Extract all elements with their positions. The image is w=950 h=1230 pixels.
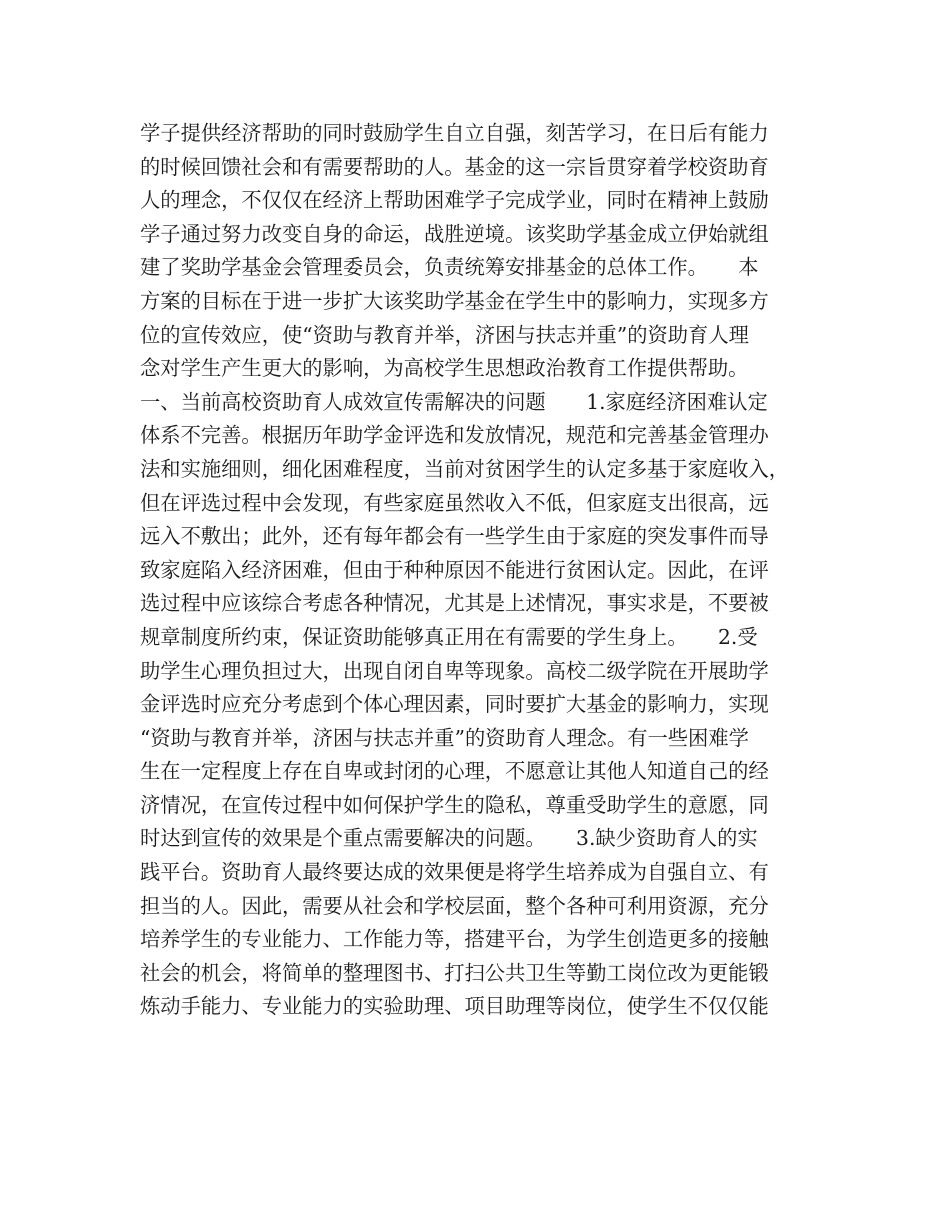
text-line-10: 体系不完善。根据历年助学金评选和发放情况，规范和完善基金管理办: [140, 423, 769, 448]
text-line-25: 培养学生的专业能力、工作能力等，搭建平台，为学生创造更多的接触: [140, 927, 769, 952]
text-line-8: 念对学生产生更大的影响，为高校学生思想政治教育工作提供帮助。: [140, 356, 749, 381]
text-line-2: 的时候回馈社会和有需要帮助的人。基金的这一宗旨贯穿着学校资助育: [140, 154, 769, 179]
text-line-4: 学子通过努力改变自身的命运，战胜逆境。该奖助学基金成立伊始就组: [140, 221, 769, 246]
text-line-11: 法和实施细则，细化困难程度，当前对贫困学生的认定多基于家庭收入，: [140, 456, 790, 481]
text-line-23: 践平台。资助育人最终要达成的效果便是将学生培养成为自强自立、有: [140, 860, 769, 885]
text-line-6: 方案的目标在于进一步扩大该奖助学基金在学生中的影响力，实现多方: [140, 288, 769, 313]
document-body: [140, 117, 816, 1024]
text-line-27: 炼动手能力、专业能力的实验助理、项目助理等岗位，使学生不仅仅能: [140, 994, 769, 1019]
text-line-21: 济情况，在宣传过程中如何保护学生的隐私，尊重受助学生的意愿，同: [140, 792, 769, 817]
text-line-18: 金评选时应充分考虑到个体心理因素，同时要扩大基金的影响力，实现: [140, 692, 769, 717]
text-line-9: 一、当前高校资助育人成效宣传需解决的问题 1.家庭经济困难认定: [140, 389, 768, 414]
text-line-5: 建了奖助学基金会管理委员会，负责统筹安排基金的总体工作。 本: [140, 255, 759, 280]
text-line-17: 助学生心理负担过大，出现自闭自卑等现象。高校二级学院在开展助学: [140, 658, 769, 683]
text-line-16: 规章制度所约束，保证资助能够真正用在有需要的学生身上。 2.受: [140, 624, 758, 649]
text-line-3: 人的理念，不仅仅在经济上帮助困难学子完成学业，同时在精神上鼓励: [140, 188, 769, 213]
text-line-19: “资助与教育并举，济困与扶志并重”的资助育人理念。有一些困难学: [140, 725, 749, 750]
text-line-13: 远入不敷出；此外，还有每年都会有一些学生由于家庭的突发事件而导: [140, 524, 769, 549]
text-line-15: 选过程中应该综合考虑各种情况，尤其是上述情况，事实求是，不要被: [140, 591, 769, 616]
text-line-24: 担当的人。因此，需要从社会和学校层面，整个各种可利用资源，充分: [140, 893, 769, 918]
text-line-26: 社会的机会，将简单的整理图书、打扫公共卫生等勤工岗位改为更能锻: [140, 960, 769, 985]
text-line-1: 学子提供经济帮助的同时鼓励学生自立自强，刻苦学习，在日后有能力: [140, 121, 769, 145]
text-line-20: 生在一定程度上存在自卑或封闭的心理，不愿意让其他人知道自己的经: [140, 759, 769, 784]
text-line-7: 位的宣传效应，使“资助与教育并举，济困与扶志并重”的资助育人理: [140, 322, 749, 347]
text-line-22: 时达到宣传的效果是个重点需要解决的问题。 3.缺少资助育人的实: [140, 826, 758, 851]
text-line-12: 但在评选过程中会发现，有些家庭虽然收入不低，但家庭支出很高，远: [140, 490, 769, 515]
text-line-14: 致家庭陷入经济困难，但由于种种原因不能进行贫困认定。因此，在评: [140, 557, 769, 582]
